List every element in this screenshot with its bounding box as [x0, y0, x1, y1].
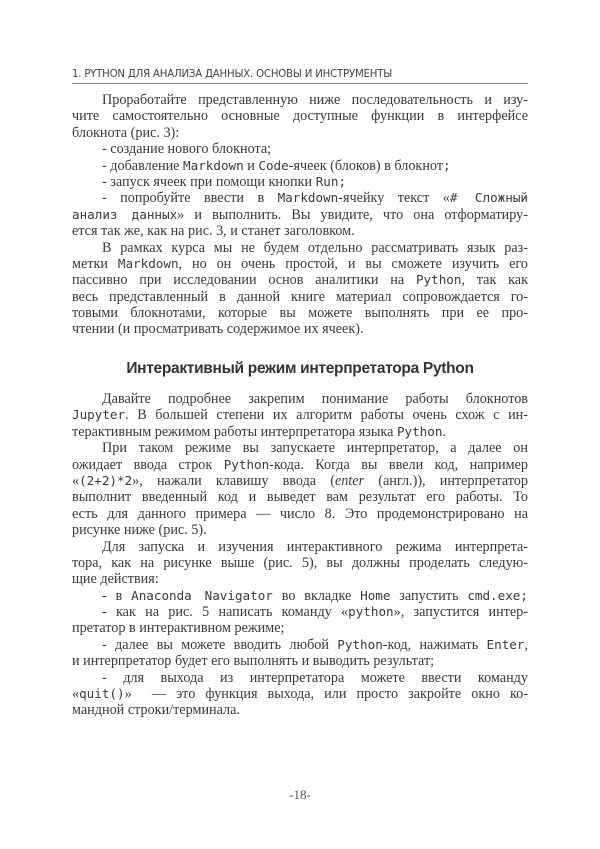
text-line: [72, 604, 528, 620]
body-text: » — это функция выхода, или просто закройте окно ко-: [124, 686, 528, 703]
body-text: », нажали клавишу ввода (: [132, 472, 335, 489]
code-text: Markdown: [183, 157, 244, 173]
text-line: [72, 92, 528, 108]
body-text: - запуск ячеек при помощи кнопки: [102, 173, 316, 190]
body-text: во вкладке: [272, 587, 361, 604]
body-text: » и выполнить. Вы увидите, что она отформатиру-: [177, 206, 528, 223]
page-number: -18-: [289, 787, 311, 802]
code-text: Markdown: [277, 190, 339, 206]
text-line: [72, 141, 528, 157]
code-text: Home: [360, 587, 391, 603]
body-text: , так как: [461, 272, 529, 289]
body-text: В рамках курса мы не будем отдельно рассматривать язык раз-: [102, 239, 528, 256]
text-line: [72, 702, 528, 718]
body-text: мандной строки/терминала.: [72, 702, 240, 719]
code-text: # Сложный: [449, 190, 528, 206]
text-line: [72, 305, 528, 321]
code-text: ;: [338, 173, 347, 189]
body-text: - далее вы можете вводить любой: [102, 636, 338, 653]
body-text: -ячейку текст «: [338, 190, 450, 207]
body-text: «: [72, 686, 80, 703]
body-text: », запустится интер-: [393, 604, 528, 621]
interactive-mode-paragraphs: [72, 391, 528, 719]
code-text: Anaconda Navigator: [131, 587, 273, 603]
code-text: Python: [337, 636, 383, 652]
body-text: терактивным режимом работы интерпретатора языка: [72, 423, 397, 440]
body-text: - создание нового блокнота;: [102, 141, 272, 158]
text-line: [72, 391, 528, 407]
text-line: [72, 289, 528, 305]
section-heading: Интерактивный режим интерпретатора Python: [126, 360, 474, 377]
body-text: - добавление: [102, 157, 184, 174]
body-text: чтении (и просматривать содержимое их ячеек).: [72, 321, 364, 338]
body-text: - для выхода из интерпретатора можете ввести команду: [102, 669, 528, 686]
text-line: [72, 571, 528, 587]
text-line: [72, 223, 528, 239]
body-text: метки: [72, 255, 118, 272]
text-line: [72, 539, 528, 555]
body-text: - как на рис. 5 написать команду «: [102, 604, 349, 621]
text-line: [72, 407, 528, 423]
body-text: ется так же, как на рис. 3, и станет заголовком.: [72, 223, 355, 240]
body-text: щие действия:: [72, 571, 159, 588]
body-text: чите самостоятельно основные доступные функции в интерфейсе: [72, 108, 528, 125]
body-text: - в: [102, 587, 132, 604]
text-line: [72, 272, 528, 288]
body-text: (англ.)), интерпретатор: [364, 472, 528, 489]
code-text: Python: [223, 456, 270, 472]
body-text: есть для данного примера — число 8. Это продемонстрировано на: [72, 505, 528, 522]
code-text: Markdown: [117, 255, 179, 271]
body-text: . В большей степени их алгоритм работы очень схож с ин-: [125, 407, 528, 424]
body-text: рисунке ниже (рис. 5).: [72, 522, 207, 539]
text-line: [72, 108, 528, 124]
text-line: [72, 158, 528, 174]
body-text: и интерпретатор будет его выполнять и выводить результат;: [72, 653, 435, 670]
text-line: [72, 440, 528, 456]
text-line: [72, 207, 528, 223]
body-text: При таком режиме вы запускаете интерпретатор, а далее он: [102, 440, 528, 457]
body-text: блокнота (рис. 3):: [72, 124, 180, 141]
body-text: пассивно при исследовании основ аналитики на: [72, 272, 416, 289]
code-text: Jupyter: [72, 407, 126, 423]
body-text: запустить: [390, 587, 468, 604]
body-text: выполнит введенный код и выведет вам результат его работы. То: [72, 489, 528, 506]
text-line: [72, 457, 528, 473]
body-text: .: [442, 423, 446, 440]
text-line: [72, 473, 528, 489]
body-text: Для запуска и изучения интерактивного режима интерпрета-: [102, 538, 528, 555]
text-line: [72, 620, 528, 636]
code-text: quit(): [79, 686, 125, 702]
body-text: ожидает ввода строк: [72, 456, 224, 473]
intro-paragraphs: [72, 92, 528, 338]
text-line: [72, 174, 528, 190]
text-line: [72, 424, 528, 440]
code-text: Code: [258, 157, 289, 173]
body-text: товыми блокнотами, которые вы можете выполнять при ее про-: [72, 305, 528, 322]
text-line: [72, 588, 528, 604]
text-line: [72, 555, 528, 571]
code-text: Enter: [486, 636, 525, 652]
code-text: (2+2)*2: [79, 472, 133, 488]
body-text: и: [243, 157, 259, 174]
code-text: ;: [443, 157, 451, 173]
text-line: [72, 256, 528, 272]
body-text: тора, как на рисунке выше (рис. 5), вы должны проделать следую-: [72, 554, 528, 571]
body-text: претатор в интерактивном режиме;: [72, 620, 285, 637]
text-line: [72, 670, 528, 686]
text-line: [72, 489, 528, 505]
running-header: 1. PYTHON ДЛЯ АНАЛИЗА ДАННЫХ. ОСНОВЫ И ИНСТРУМЕНТЫ: [72, 69, 528, 84]
text-line: [72, 321, 528, 337]
text-line: [72, 637, 528, 653]
body-text: ,: [524, 636, 528, 653]
text-line: [72, 125, 528, 141]
body-text: -код, нажимать: [382, 636, 487, 653]
text-line: [72, 522, 528, 538]
italic-text: enter: [334, 472, 365, 489]
text-line: [72, 506, 528, 522]
code-text: cmd.exe;: [467, 587, 528, 603]
body-text: весь представленный в данной книге материал сопровождается го-: [72, 288, 528, 305]
body-text: , но он очень простой, и вы сможете изучить его: [178, 255, 528, 272]
code-text: Run: [315, 173, 339, 189]
code-text: анализ данных: [72, 206, 178, 222]
body-text: Проработайте представленную ниже последовательность и изу-: [102, 92, 528, 108]
text-line: [72, 686, 528, 702]
code-text: python: [348, 604, 394, 620]
text-line: [72, 240, 528, 256]
text-line: [72, 190, 528, 206]
body-text: -кода. Когда вы ввели код, например: [269, 456, 529, 473]
body-text: - попробуйте ввести в: [102, 190, 278, 207]
code-text: Python: [396, 423, 443, 439]
text-line: [72, 653, 528, 669]
body-text: «: [72, 472, 80, 489]
body-text: Давайте подробнее закрепим понимание работы блокнотов: [102, 391, 528, 407]
body-text: -ячеек (блоков) в блокнот: [288, 157, 444, 174]
code-text: Python: [415, 272, 462, 288]
